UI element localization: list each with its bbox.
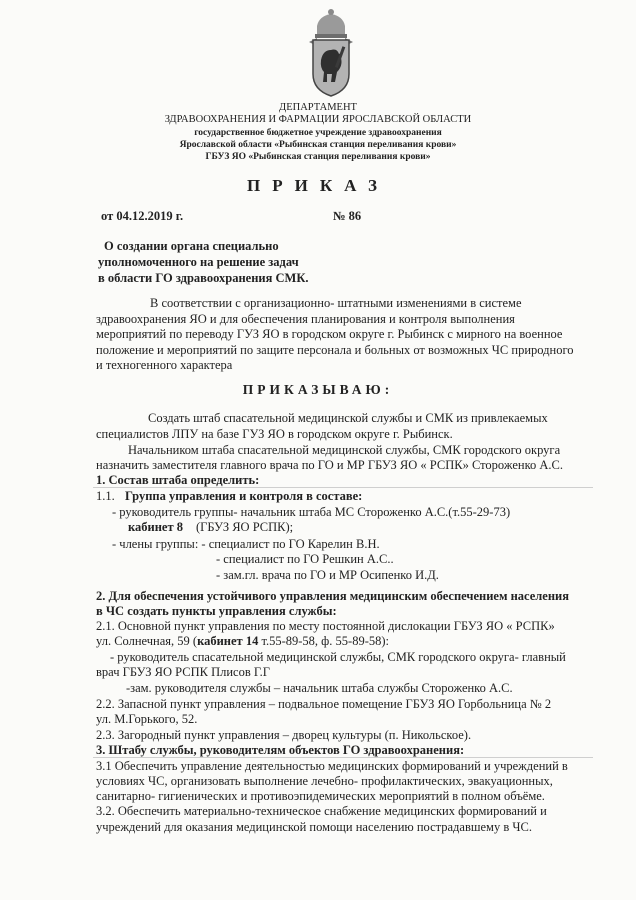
section-2-1-deputy: -зам. руководителя службы – начальник штаба службы Стороженко А.С. [126,681,513,695]
intro-line: специалистов ЛПУ на базе ГУЗ ЯО в городском округе г. Рыбинск. [96,427,453,441]
document-number: № 86 [333,209,362,223]
section-2-heading-cont: в ЧС создать пункты управления службы: [96,604,337,618]
header-ministry: ЗДРАВООХРАНЕНИЯ И ФАРМАЦИИ ЯРОСЛАВСКОЙ ОБЛАСТИ [164,114,472,125]
subject-line-2: уполномоченного на решение задач [98,255,299,269]
group-member-line: - зам.гл. врача по ГО и МР Осипенко И.Д. [216,568,439,582]
intro-line: Начальником штаба спасательной медицинской службы, СМК городского округа [128,443,561,457]
phone-text: т.55-89-58, ф. 55-89-58): [258,634,389,648]
section-divider [93,487,593,488]
section-2-1-address [96,634,389,650]
section-2-3-line: 2.3. Загородный пункт управления – дворец культуры (п. Никольское). [96,728,472,742]
group-leader-org: (ГБУЗ ЯО РСПК); [196,520,294,534]
section-2-2-line: 2.2. Запасной пункт управления – подвальное помещение ГБУЗ ЯО Горбольница № 2 [96,697,552,711]
group-leader-line: - руководитель группы- начальник штаба МС Стороженко А.С.(т.55-29-73) [112,505,511,519]
order-heading: ПРИКАЗЫВАЮ: [242,382,394,397]
section-1-heading: 1. Состав штаба определить: [96,473,260,487]
section-3-1-line: санитарно- гигиенических и противоэпидемических мероприятий в полном объёме. [96,789,545,803]
preamble-line: положение и мероприятий по защите персонала и больных от возможных ЧС природного [96,343,574,357]
subject-line-1: О создании органа специально [104,239,279,253]
header-department: ДЕПАРТАМЕНТ [279,102,357,113]
document-title: ПРИКАЗ [247,176,389,195]
preamble-line: и техногенного характера [96,358,233,372]
document-date: от 04.12.2019 г. [101,209,184,223]
header-institution-short: ГБУЗ ЯО «Рыбинская станция переливания крови» [205,152,431,162]
section-1-1-heading: Группа управления и контроля в составе: [125,489,363,503]
section-2-1-line: 2.1. Основной пункт управления по месту постоянной дислокации ГБУЗ ЯО « РСПК» [96,619,555,633]
cabinet-number: кабинет 14 [197,634,259,648]
subject-line-3: в области ГО здравоохранения СМК. [98,271,309,285]
section-3-heading: 3. Штабу службы, руководителям объектов ГО здравоохранения: [96,743,465,757]
section-2-1-leader-cont: врач ГБУЗ ЯО РСПК Плисов Г.Г [96,665,271,679]
preamble-line: здравоохранения ЯО и для обеспечения планирования и контроля выполнения [96,312,515,326]
header-institution-type: государственное бюджетное учреждение здравоохранения [194,128,442,138]
section-3-2-line: 3.2. Обеспечить материально-техническое снабжение медицинских формирований и [96,804,547,818]
section-3-1-line: 3.1 Обеспечить управление деятельностью медицинских формирований и учреждений в [96,759,568,773]
group-member-line: - специалист по ГО Решкин А.С.. [216,552,394,566]
group-member-line: - члены группы: - специалист по ГО Карелин В.Н. [112,537,380,551]
intro-line: Создать штаб спасательной медицинской службы и СМК из привлекаемых [148,411,548,425]
section-2-1-leader: - руководитель спасательной медицинской службы, СМК городского округа- главный [110,650,566,664]
section-2-heading: 2. Для обеспечения устойчивого управления медицинским обеспечением населения [96,589,570,603]
section-3-1-line: условиях ЧС, организовать выполнение лечебно- профилактических, эвакуационных, [96,774,553,788]
section-2-2-address: ул. М.Горького, 52. [96,712,198,726]
preamble-line: мероприятий по переводу ГУЗ ЯО в городском округе г. Рыбинск с мирного на военное [96,327,563,341]
group-leader-cabinet: кабинет 8 [128,520,183,534]
section-3-2-line: учреждений для оказания медицинской помощи населению пострадавшему в ЧС. [96,820,532,834]
address-text: ул. Солнечная, 59 ( [96,634,198,648]
preamble-line: В соответствии с организационно- штатными изменениями в системе [150,296,522,310]
section-1-1-number: 1.1. [96,489,115,503]
intro-line: назначить заместителя главного врача по ГО и МР ГБУЗ ЯО « РСПК» Стороженко А.С. [96,458,563,472]
coat-of-arms-icon [305,6,357,98]
section-divider [93,757,593,758]
header-institution-name: Ярославской области «Рыбинская станция переливания крови» [179,140,457,150]
